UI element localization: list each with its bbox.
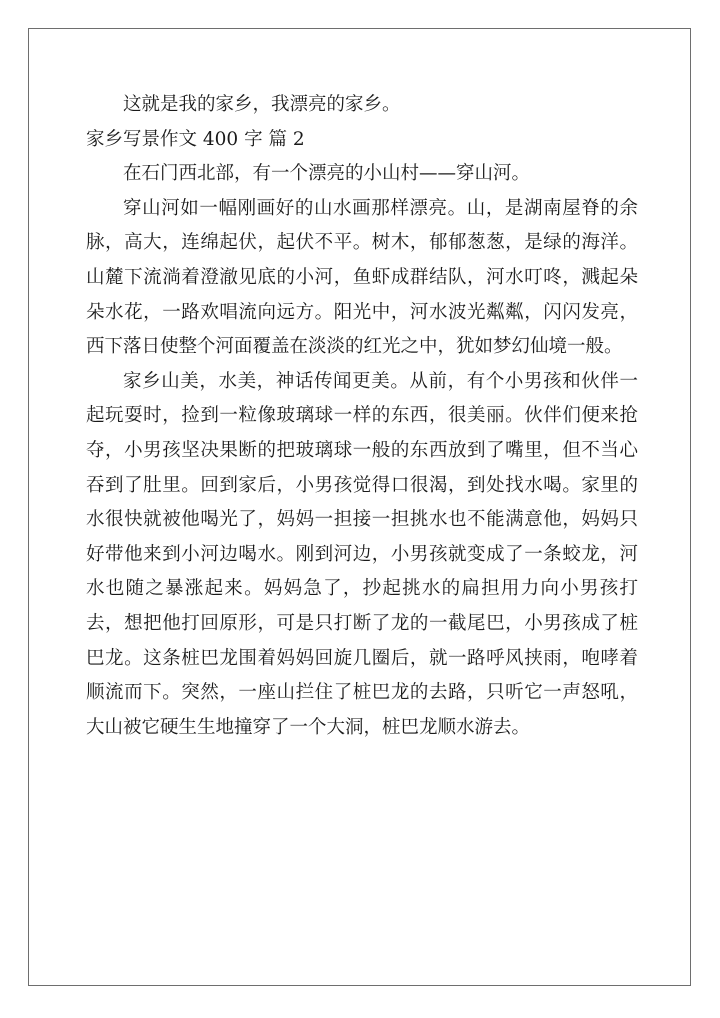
paragraph-closing-line: 这就是我的家乡，我漂亮的家乡。 <box>123 94 401 115</box>
section-heading: 家乡写景作文 400 字 篇 2 <box>86 128 305 150</box>
paragraph-legend: 家乡山美，水美，神话传闻更美。从前，有个小男孩和伙伴一起玩耍时，捡到一粒像玻璃球一样的东西，很美丽。伙伴们便来抢夺，小男孩坚决果断的把玻璃球一般的东西放到了嘴里，但不当心吞到了肚里。回到家后，小男孩觉得口很渴，到处找水喝。家里的水很快就被他喝光了，妈妈一担接一担挑水也不能满意他，妈妈只好带他来到小河边喝水。刚到河边，小男孩就变成了一条蛟龙，河水也随之暴涨起来。妈妈急了，抄起挑水的扁担用力向小男孩打去，想把他打回原形，可是只打断了龙的一截尾巴，小男孩成了桩巴龙。这条桩巴龙围着妈妈回旋几圈后，就一路呼风挟雨，咆哮着顺流而下。突然，一座山拦住了桩巴龙的去路，只听它一声怒吼，大山被它硬生生地撞穿了一个大洞，桩巴龙顺水游去。 <box>86 370 638 738</box>
paragraph-scenery: 穿山河如一幅刚画好的山水画那样漂亮。山，是湖南屋脊的余脉，高大，连绵起伏，起伏不平。树木，郁郁葱葱，是绿的海洋。山麓下流淌着澄澈见底的小河，鱼虾成群结队，河水叮咚，溅起朵朵水花，一路欢唱流向远方。阳光中，河水波光粼粼，闪闪发亮，西下落日使整个河面覆盖在淡淡的红光之中，犹如梦幻仙境一般。 <box>86 197 638 358</box>
paragraph-intro: 在石门西北部，有一个漂亮的小山村——穿山河。 <box>123 163 531 185</box>
document-body <box>86 88 638 745</box>
